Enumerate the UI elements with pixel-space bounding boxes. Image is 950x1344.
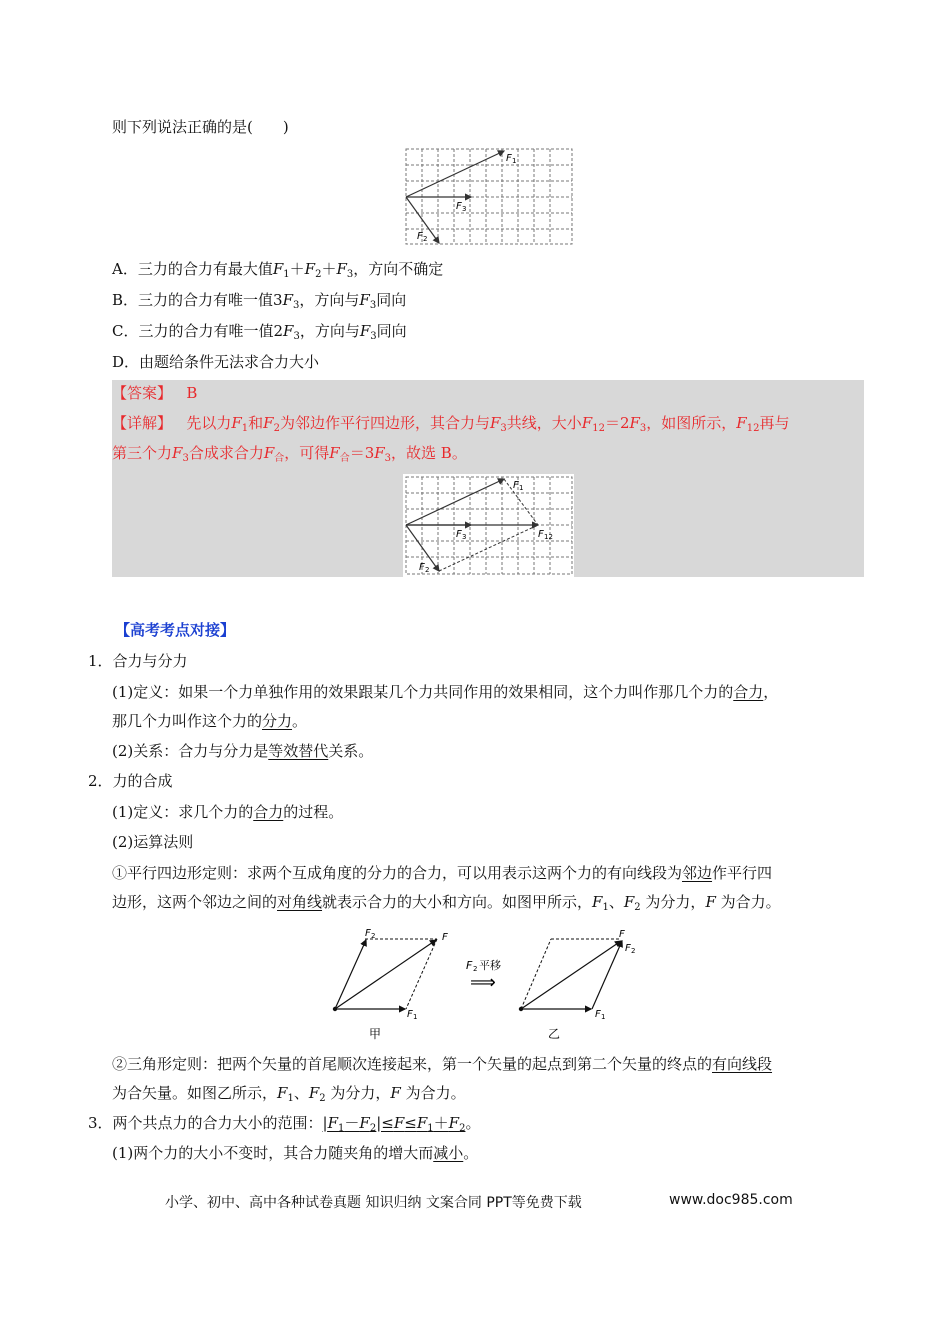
item2-p1-line2: 边形，这两个邻边之间的对角线就表示合力的大小和方向。如图甲所示，$F_1$、$F_2$ 为分力，F 为合力。 xyxy=(112,893,781,913)
force-symbol: F xyxy=(329,444,340,462)
answer-line xyxy=(112,383,197,403)
force-symbol: F xyxy=(282,291,293,309)
answer-label-f12-sub: 12 xyxy=(544,533,553,541)
label-f2-sub: 2 xyxy=(423,235,428,243)
force-symbol: F xyxy=(374,444,385,462)
p1-text-c: 边形，这两个邻边之间的 xyxy=(112,893,278,911)
p1-text-a: ①平行四边形定则：求两个互成角度的分力的合力，可以用表示这两个力的有向线段为 xyxy=(112,864,683,882)
item1-def-comma: ， xyxy=(763,683,779,701)
option-letter: C． xyxy=(112,322,139,340)
p2-text-d: 为合力。 xyxy=(405,1084,466,1102)
item1-def-text2: 那几个力叫作这个力的 xyxy=(112,712,263,730)
force-symbol: F xyxy=(736,414,747,432)
detail-line-1 xyxy=(112,413,789,439)
item2-rule: (2)运算法则 xyxy=(112,833,194,851)
svg-text:2: 2 xyxy=(631,947,636,955)
figure-jia xyxy=(333,928,448,1041)
answer-label: 【答案】 xyxy=(112,384,173,402)
p1-text-b: 作平行四 xyxy=(712,864,773,882)
answer-label-f3-sub: 3 xyxy=(462,533,467,541)
item1-relation xyxy=(112,741,373,761)
range-formula: $|F_1-F_2|\le F\le F_1+F_2$ xyxy=(322,1114,466,1134)
term-duijiaoxian: 对角线 xyxy=(277,893,323,911)
term-linbian: 邻边 xyxy=(682,864,713,882)
svg-text:F: F xyxy=(625,943,631,954)
item2-def-text: (1)定义：求几个力的 xyxy=(112,803,254,821)
detail-line-2: 第三个力$F_3$合成求合力$F_合$，可得$F_合=3F_3$，故选 B。 xyxy=(112,444,467,464)
p2-text-c: 为分力， xyxy=(330,1084,391,1102)
p1-f: F xyxy=(592,893,603,911)
answer-force-grid-figure xyxy=(403,474,574,577)
force-symbol: F xyxy=(359,291,370,309)
implies-icon: ⟹ xyxy=(470,972,496,993)
option-letter: D． xyxy=(112,353,140,371)
option-a[interactable]: A．三力的合力有最大值$F_1+F_2+F_3$，方向不确定 xyxy=(112,260,444,280)
p1-text-d: 就表示合力的大小和方向。如图甲所示， xyxy=(322,893,593,911)
term-heli: 合力 xyxy=(733,683,764,701)
force-symbol: F xyxy=(304,260,316,278)
footer-url[interactable]: www.doc985.com xyxy=(669,1192,793,1208)
move-label-sub: 2 xyxy=(473,965,478,973)
force-symbol: F xyxy=(359,322,371,340)
detail-label: 【详解】 xyxy=(112,414,173,432)
force-symbol: F xyxy=(283,322,294,340)
answer-label-f1-sub: 1 xyxy=(519,484,524,492)
force-symbol: F xyxy=(263,444,275,462)
svg-text:F: F xyxy=(595,1009,601,1020)
force-symbol: F xyxy=(263,414,274,432)
item2-p1-line1 xyxy=(112,863,772,883)
svg-text:F: F xyxy=(619,929,625,940)
term-jianxiao: 减小 xyxy=(433,1144,464,1162)
footer-text: 小学、初中、高中各种试卷真题 知识归纳 文案合同 PPT等免费下载 xyxy=(165,1195,582,1211)
term-dengxiao: 等效替代 xyxy=(268,742,329,760)
item3-p1-end: 。 xyxy=(463,1144,479,1162)
option-letter: A． xyxy=(112,260,138,278)
answer-label-f2-sub: 2 xyxy=(425,566,430,574)
item1-title: 1．合力与分力 xyxy=(88,652,188,670)
figure-yi xyxy=(519,929,636,1041)
force-symbol: F xyxy=(336,260,347,278)
item3-title-end: 。 xyxy=(465,1114,481,1132)
question-force-grid-figure xyxy=(405,148,573,245)
force-symbol: F xyxy=(172,444,183,462)
item1-rel-end: 关系。 xyxy=(328,742,374,760)
item2-title: 2．力的合成 xyxy=(88,772,173,790)
svg-text:1: 1 xyxy=(413,1013,418,1021)
item1-def-end: 。 xyxy=(292,712,308,730)
option-b[interactable]: B．三力的合力有唯一值$3F_3$，方向与$F_3$同向 xyxy=(112,291,407,311)
p2-text-a: ②三角形定则：把两个矢量的首尾顺次连接起来，第一个矢量的起点到第二个矢量的终点的 xyxy=(112,1055,713,1073)
option-c[interactable]: C．三力的合力有唯一值$2F_3$，方向与$F_3$同向 xyxy=(112,322,407,342)
term-fenli: 分力 xyxy=(262,712,293,730)
answer-label-f1: F xyxy=(513,480,519,491)
item2-p2-line1 xyxy=(112,1054,772,1074)
label-f1-sub: 1 xyxy=(512,157,517,165)
force-symbol: F xyxy=(272,260,284,278)
label-f3: F xyxy=(456,201,462,212)
move-label-text: 平移 xyxy=(479,959,501,972)
svg-text:2: 2 xyxy=(371,932,376,940)
option-d[interactable]: D．由题给条件无法求合力大小 xyxy=(112,353,320,371)
force-symbol: F xyxy=(629,414,640,432)
section-heading: 【高考考点对接】 xyxy=(115,621,236,639)
label-jia: 甲 xyxy=(369,1027,382,1041)
label-yi: 乙 xyxy=(548,1027,561,1041)
label-f3-sub: 3 xyxy=(462,205,467,213)
svg-text:1: 1 xyxy=(601,1013,606,1021)
item1-def-line1 xyxy=(112,682,778,702)
svg-text:F: F xyxy=(407,1009,413,1020)
answer-label-f2: F xyxy=(419,562,425,573)
term-youxiang: 有向线段 xyxy=(712,1055,773,1073)
force-symbol: F xyxy=(581,414,593,432)
answer-label-f12: F xyxy=(538,529,544,540)
question-stem: 则下列说法正确的是( ) xyxy=(112,118,289,136)
item2-def-end: 的过程。 xyxy=(283,803,344,821)
item1-rel-text: (2)关系：合力与分力是 xyxy=(112,742,269,760)
force-symbol: F xyxy=(231,414,242,432)
answer-label-f3: F xyxy=(456,529,462,540)
force-f1-arrow xyxy=(406,151,504,197)
option-letter: B． xyxy=(112,291,139,309)
parallelogram-triangle-figure xyxy=(325,925,655,1045)
item3-p1 xyxy=(112,1143,478,1163)
item1-def-text: (1)定义：如果一个力单独作用的效果跟某几个力共同作用的效果相同，这个力叫作那几个力的 xyxy=(112,683,734,701)
move-label: F xyxy=(466,959,473,972)
item3-title-text: 3．两个共点力的合力大小的范围： xyxy=(88,1114,323,1132)
item3-p1-text: (1)两个力的大小不变时，其合力随夹角的增大而 xyxy=(112,1144,434,1162)
item3-title xyxy=(88,1113,480,1139)
item2-p2-line2: 为合矢量。如图乙所示，$F_1$、$F_2$ 为分力，F 为合力。 xyxy=(112,1084,466,1104)
svg-text:F: F xyxy=(365,928,371,939)
item1-def-line2 xyxy=(112,711,307,731)
answer-value: B xyxy=(186,384,198,402)
label-f2: F xyxy=(417,231,423,242)
p2-text-b: 为合矢量。如图乙所示， xyxy=(112,1084,278,1102)
item2-def xyxy=(112,802,343,822)
label-f1: F xyxy=(506,153,512,164)
force-symbol: F xyxy=(489,414,501,432)
svg-text:F: F xyxy=(442,932,448,943)
term-heli-2: 合力 xyxy=(253,803,284,821)
detail-text-1: 先以力$F_1$和$F_2$为邻边作平行四边形，其合力与$F_3$共线，大小$F_{12}=2F_3$，如图所示，$F_{12}$再与 xyxy=(186,414,790,434)
